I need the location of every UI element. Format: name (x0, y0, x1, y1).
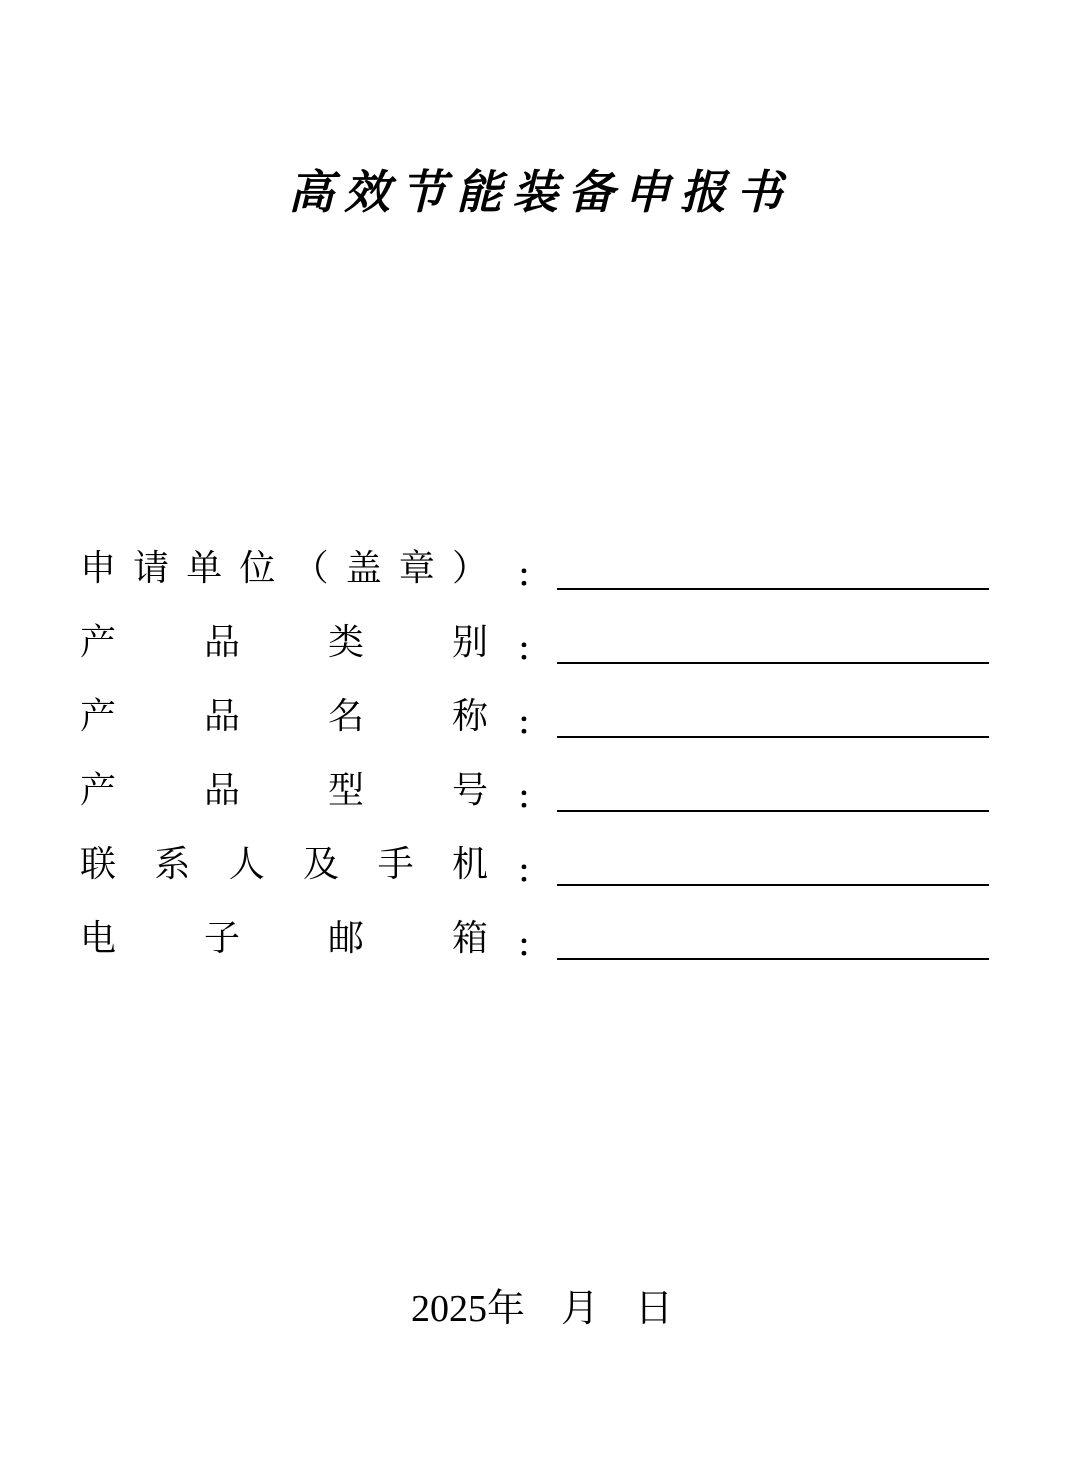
field-row-product-category (80, 614, 990, 688)
field-label-product-model (80, 766, 488, 816)
field-colon: ： (517, 559, 547, 594)
label-char: 人 (228, 844, 265, 885)
field-colon: ： (517, 781, 547, 816)
label-char: 品 (203, 696, 240, 737)
field-row-product-model (80, 762, 990, 836)
field-label-contact-phone (80, 840, 488, 890)
field-colon: ： (517, 707, 547, 742)
field-row-email (80, 910, 990, 984)
field-label-applicant-unit (80, 544, 488, 594)
label-char: 手 (377, 844, 414, 885)
field-row-contact-phone (80, 836, 990, 910)
fill-in-line-email[interactable] (557, 958, 989, 960)
fill-in-line-contact-phone[interactable] (557, 884, 989, 886)
fill-in-line-product-name[interactable] (557, 736, 989, 738)
date-year-unit: 年 (487, 1288, 526, 1330)
label-char: 及 (303, 844, 340, 885)
label-char: 品 (203, 622, 240, 663)
label-char: 型 (327, 770, 364, 811)
date-line (411, 1284, 673, 1334)
date-day-unit: 日 (635, 1288, 674, 1330)
label-char: 产 (80, 622, 117, 663)
label-char: 号 (451, 770, 488, 811)
date-month-unit: 月 (561, 1288, 600, 1330)
field-colon: ： (517, 855, 547, 890)
label-char: 别 (451, 622, 488, 663)
label-char: 电 (80, 918, 117, 959)
label-char: 系 (154, 844, 191, 885)
fill-in-line-applicant-unit[interactable] (557, 588, 989, 590)
label-char: 单 (186, 548, 223, 589)
label-char: 箱 (451, 918, 488, 959)
field-label-product-category (80, 618, 488, 668)
label-char: ） (451, 548, 488, 589)
field-colon: ： (517, 633, 547, 668)
field-colon: ： (517, 929, 547, 964)
date-year: 2025 (411, 1288, 487, 1330)
label-char: 章 (398, 548, 435, 589)
fill-in-line-product-category[interactable] (557, 662, 989, 664)
label-char: 位 (239, 548, 276, 589)
label-char: 类 (327, 622, 364, 663)
label-char: 产 (80, 696, 117, 737)
label-char: 机 (451, 844, 488, 885)
field-label-email (80, 914, 488, 964)
label-char: 称 (451, 696, 488, 737)
label-char: 联 (80, 844, 117, 885)
field-row-applicant-unit (80, 540, 990, 614)
document-title: 高效节能装备申报书 (288, 165, 792, 219)
label-char: 名 (327, 696, 364, 737)
label-char: 申 (80, 548, 117, 589)
label-char: 产 (80, 770, 117, 811)
field-row-product-name (80, 688, 990, 762)
field-label-product-name (80, 692, 488, 742)
label-char: 邮 (327, 918, 364, 959)
fill-in-line-product-model[interactable] (557, 810, 989, 812)
application-form (80, 540, 990, 984)
label-char: 品 (203, 770, 240, 811)
label-char: 盖 (345, 548, 382, 589)
label-char: （ (292, 548, 329, 589)
label-char: 子 (203, 918, 240, 959)
label-char: 请 (133, 548, 170, 589)
